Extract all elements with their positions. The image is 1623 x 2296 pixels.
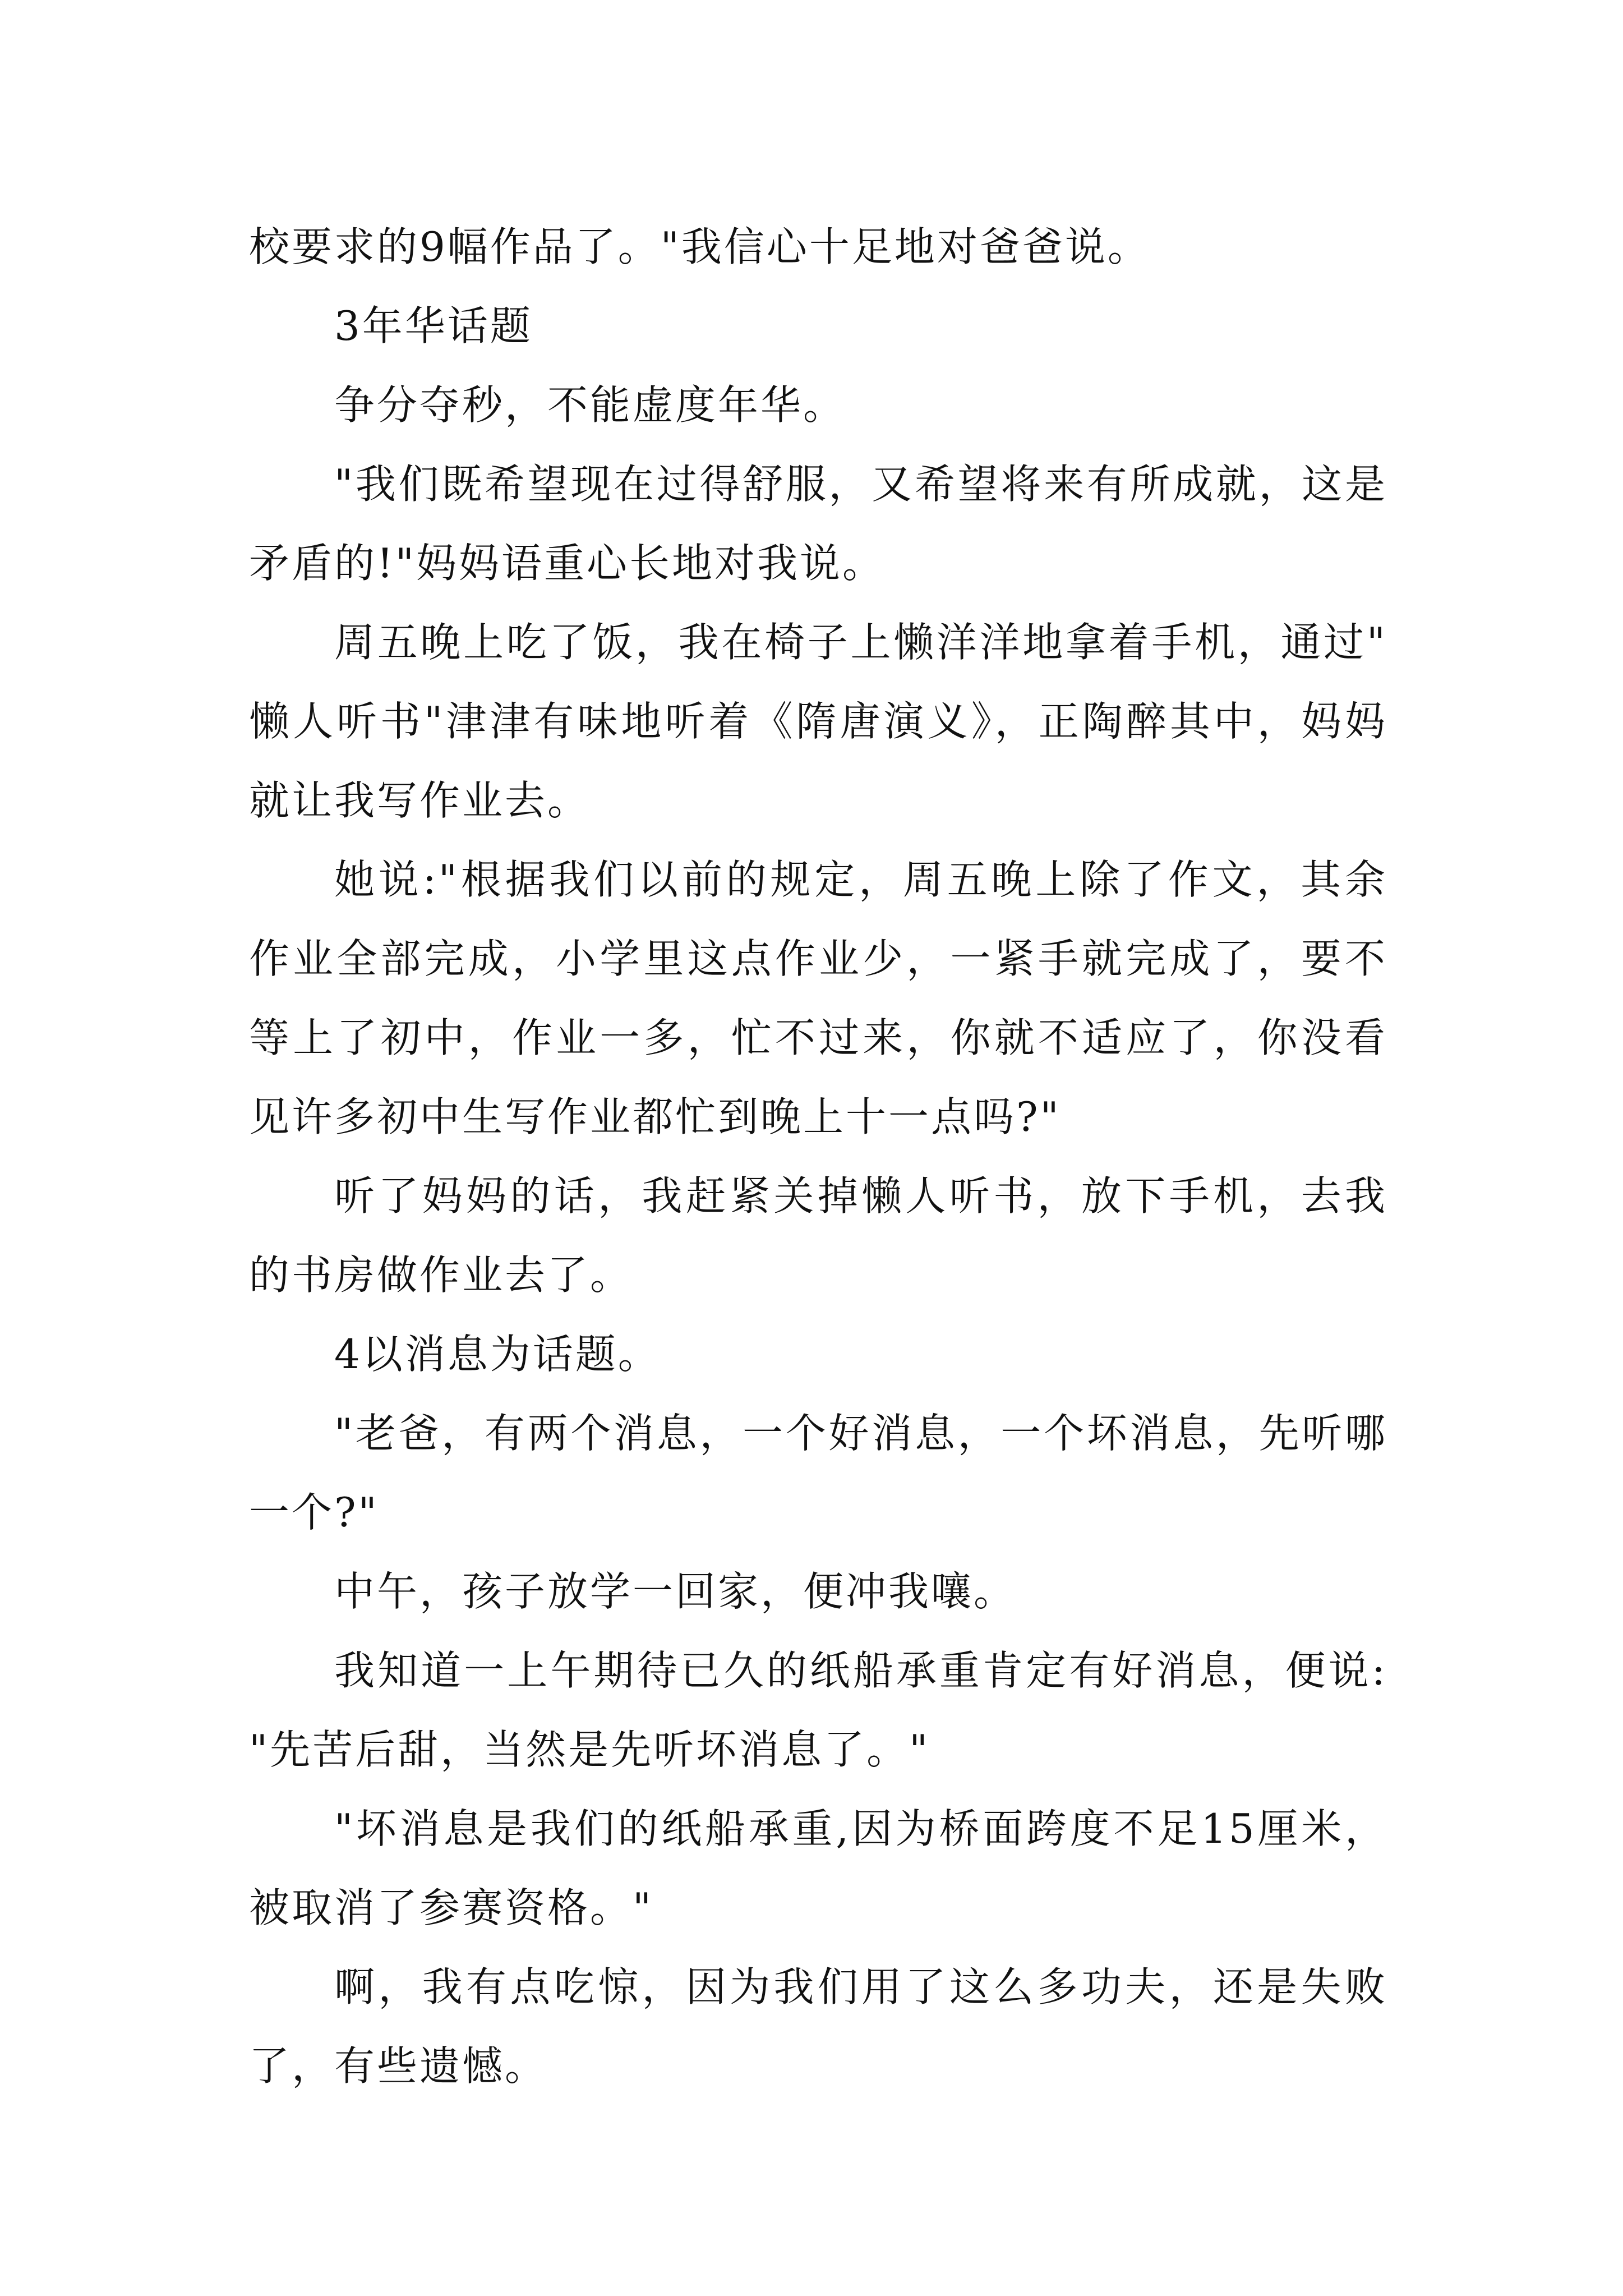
paragraph-1: 校要求的9幅作品了。"我信心十足地对爸爸说。 xyxy=(249,223,1150,270)
paragraph-6: 她说:"根据我们以前的规定，周五晚上除了作文，其余作业全部完成，小学里这点作业少，一紧手就完成了，要不等上了初中，作业一多，忙不过来，你就不适应了，你没看见许多初中生写作业都忙到晚上十一点吗?" xyxy=(249,856,1387,1140)
document-body xyxy=(249,208,1387,2106)
paragraph-8-heading: 4以消息为话题。 xyxy=(334,1331,661,1378)
paragraph-13: 啊，我有点吃惊，因为我们用了这么多功夫，还是失败了，有些遗憾。 xyxy=(249,1963,1387,2090)
paragraph-2-heading: 3年华话题 xyxy=(334,302,533,349)
paragraph-12: "坏消息是我们的纸船承重,因为桥面跨度不足15厘米，被取消了参赛资格。" xyxy=(249,1805,1387,1931)
paragraph-11: 我知道一上午期待已久的纸船承重肯定有好消息，便说:"先苦后甜，当然是先听坏消息了。" xyxy=(249,1647,1387,1773)
paragraph-10: 中午，孩子放学一回家，便冲我嚷。 xyxy=(334,1568,1017,1615)
paragraph-4: "我们既希望现在过得舒服，又希望将来有所成就，这是矛盾的!"妈妈语重心长地对我说。 xyxy=(249,461,1387,587)
paragraph-9: "老爸，有两个消息，一个好消息，一个坏消息，先听哪一个?" xyxy=(249,1410,1387,1536)
paragraph-5: 周五晚上吃了饭，我在椅子上懒洋洋地拿着手机，通过"懒人听书"津津有味地听着《隋唐演义》，正陶醉其中，妈妈就让我写作业去。 xyxy=(249,619,1387,824)
paragraph-3: 争分夺秒，不能虚度年华。 xyxy=(334,381,846,429)
paragraph-7: 听了妈妈的话，我赶紧关掉懒人听书，放下手机，去我的书房做作业去了。 xyxy=(249,1172,1387,1299)
